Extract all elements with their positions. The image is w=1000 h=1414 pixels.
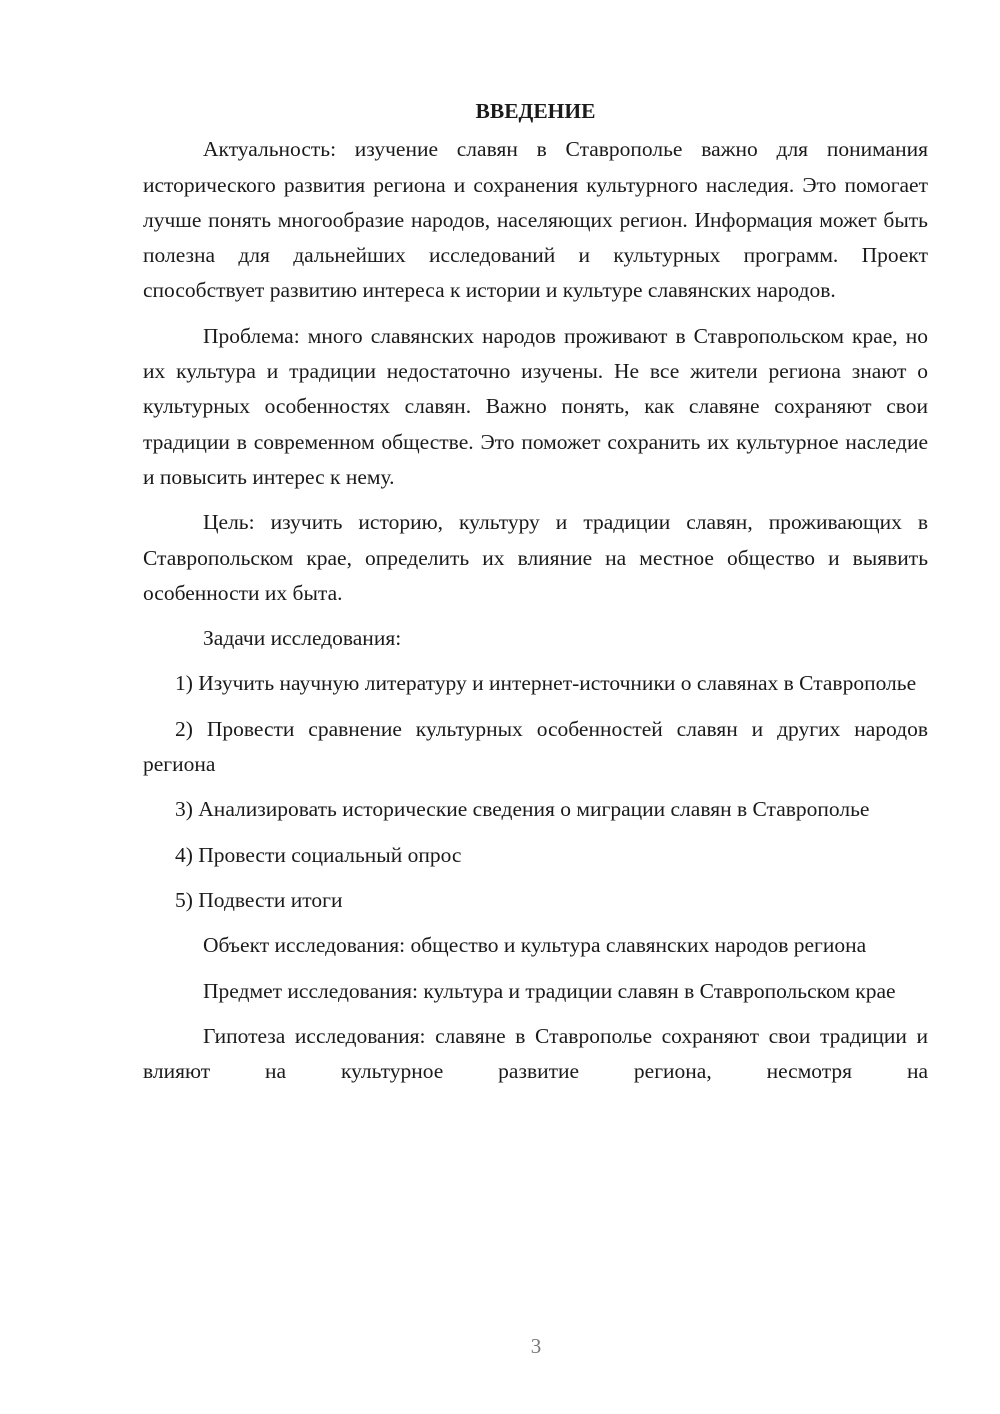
task-item-2: 2) Провести сравнение культурных особенностей славян и других народов региона — [143, 716, 928, 777]
task-item-1: 1) Изучить научную литературу и интернет-источники о славянах в Ставрополье — [175, 671, 917, 696]
task-item-3: 3) Анализировать исторические сведения о миграции славян в Ставрополье — [175, 797, 870, 822]
paragraph-subject: Предмет исследования: культура и традиции славян в Ставропольском крае — [203, 978, 896, 1003]
document-page — [143, 94, 928, 1099]
paragraph-goal: Цель: изучить историю, культуру и традиции славян, проживающих в Ставропольском крае, определить их влияние на местное общество и выявить особенности их быта. — [143, 510, 928, 605]
task-item-5: 5) Подвести итоги — [175, 887, 343, 912]
paragraph-relevance: Актуальность: изучение славян в Ставрополье важно для понимания исторического развития региона и сохранения культурного наследия. Это помогает лучше понять многообразие народов, населяющих регион. Информация может быть полезна для дальнейших исследований и культурных программ. Проект способствует развитию интереса к истории и культуре славянских народов. — [143, 137, 928, 303]
page-title: ВВЕДЕНИЕ — [475, 99, 596, 123]
task-item-4: 4) Провести социальный опрос — [175, 842, 462, 867]
paragraph-hypothesis: Гипотеза исследования: славяне в Ставрополье сохраняют свои традиции и влияют на культурное развитие региона, несмотря на — [143, 1023, 928, 1084]
page-number: 3 — [530, 1334, 542, 1358]
tasks-heading: Задачи исследования: — [203, 626, 402, 651]
paragraph-object: Объект исследования: общество и культура славянских народов региона — [203, 933, 867, 958]
paragraph-problem: Проблема: много славянских народов проживают в Ставропольском крае, но их культура и традиции недостаточно изучены. Не все жители региона знают о культурных особенностях славян. Важно понять, как славяне сохраняют свои традиции в современном обществе. Это поможет сохранить их культурное наследие и повысить интерес к нему. — [143, 323, 928, 489]
